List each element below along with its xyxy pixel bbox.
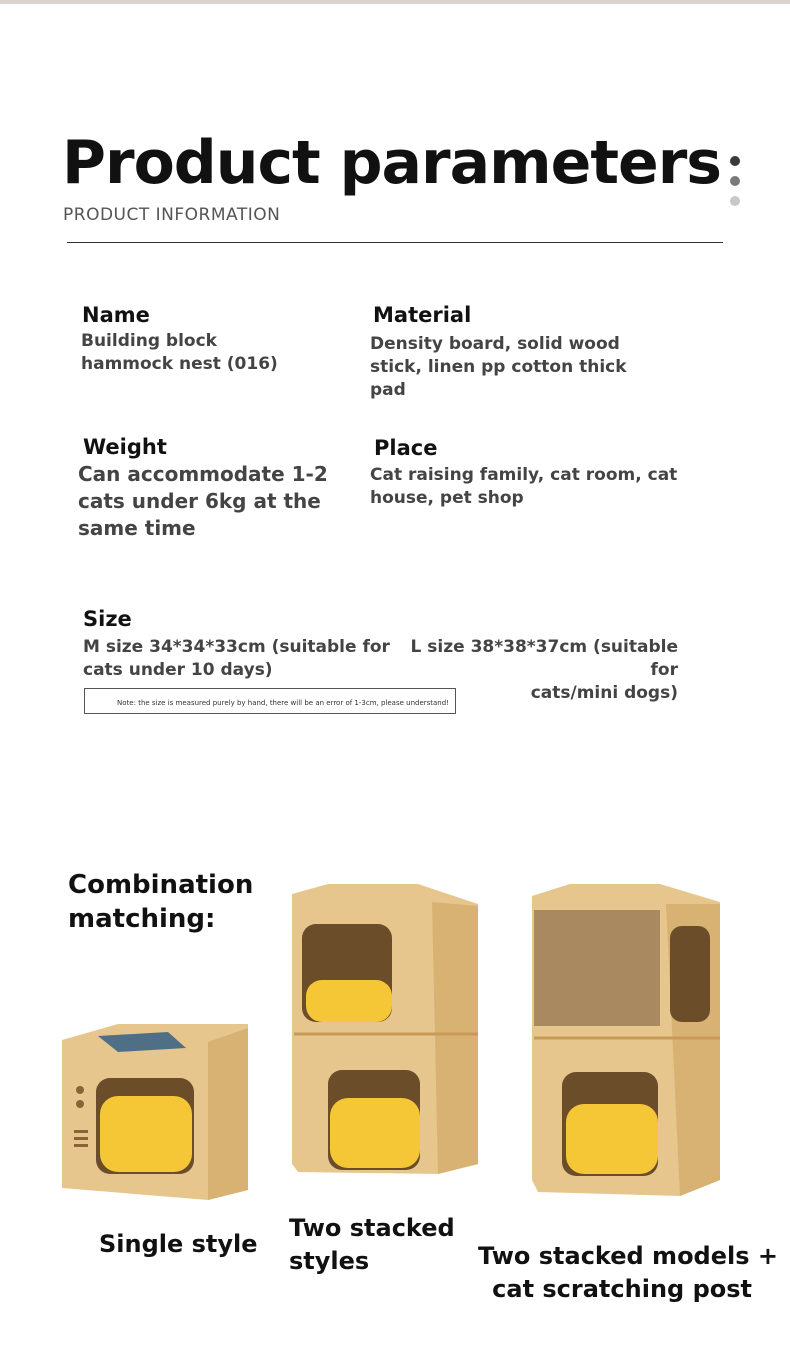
- dot-2: [730, 176, 740, 186]
- material-value-line: pad: [370, 380, 406, 400]
- name-value-line: Building block: [81, 331, 217, 351]
- weight-value: [78, 461, 328, 542]
- scratching-caption: [478, 1240, 778, 1306]
- two-stacked-caption-line: Two stacked: [289, 1214, 455, 1242]
- material-label: Material: [373, 303, 472, 327]
- name-label: Name: [82, 303, 150, 327]
- dot-3: [730, 196, 740, 206]
- size-m-value: [83, 636, 390, 682]
- single-style-cat-house-image: [58, 1018, 254, 1200]
- upper-side-opening: [670, 926, 710, 1022]
- vent-slot: [74, 1130, 88, 1133]
- material-value-line: Density board, solid wood: [370, 334, 620, 354]
- hole-icon: [76, 1100, 84, 1108]
- single-style-caption: Single style: [99, 1230, 258, 1258]
- size-label: Size: [83, 607, 132, 631]
- hole-icon: [76, 1086, 84, 1094]
- house-side: [208, 1028, 248, 1200]
- place-value-line: house, pet shop: [370, 488, 524, 508]
- combination-heading-line: matching:: [68, 904, 216, 934]
- page-subtitle: PRODUCT INFORMATION: [63, 205, 281, 225]
- size-l-line: L size 38*38*37cm (suitable for: [410, 637, 678, 680]
- upper-cushion: [306, 980, 392, 1022]
- name-value: [81, 330, 278, 376]
- weight-value-line: same time: [78, 516, 196, 540]
- weight-value-line: cats under 6kg at the: [78, 489, 321, 513]
- scratching-caption-line: Two stacked models +: [478, 1242, 778, 1270]
- vent-slot: [74, 1144, 88, 1147]
- material-value-line: stick, linen pp cotton thick: [370, 357, 627, 377]
- two-stacked-caption-line: styles: [289, 1247, 370, 1275]
- dot-1: [730, 156, 740, 166]
- lower-cushion: [330, 1098, 420, 1168]
- measurement-note: Note: the size is measured purely by hand, there will be an error of 1-3cm, please understand!: [84, 688, 456, 714]
- scratching-caption-line: cat scratching post: [492, 1275, 752, 1303]
- weight-label: Weight: [83, 435, 167, 459]
- lower-cushion: [566, 1104, 658, 1174]
- house-side: [432, 902, 478, 1174]
- material-value: [370, 333, 627, 402]
- two-stacked-cat-house-image: [288, 880, 482, 1180]
- name-value-line: hammock nest (016): [81, 354, 278, 374]
- combination-heading-line: Combination: [68, 870, 254, 900]
- place-label: Place: [374, 436, 438, 460]
- vent-slot: [74, 1137, 88, 1140]
- size-m-line: M size 34*34*33cm (suitable for: [83, 637, 390, 657]
- size-l-line: cats/mini dogs): [530, 683, 678, 703]
- yellow-cushion: [100, 1096, 192, 1172]
- place-value-line: Cat raising family, cat room, cat: [370, 465, 678, 485]
- size-m-line: cats under 10 days): [83, 660, 273, 680]
- weight-value-line: Can accommodate 1-2: [78, 462, 328, 486]
- top-decorative-strip: [0, 0, 790, 4]
- combination-heading: [68, 868, 253, 936]
- place-value: [370, 464, 677, 510]
- scratching-pad: [534, 910, 660, 1026]
- two-stacked-caption: [289, 1212, 455, 1278]
- page-title: Product parameters: [62, 128, 721, 198]
- pagination-dots: [730, 156, 742, 216]
- stacked-with-scratching-post-image: [530, 880, 724, 1200]
- header-divider: [67, 242, 723, 243]
